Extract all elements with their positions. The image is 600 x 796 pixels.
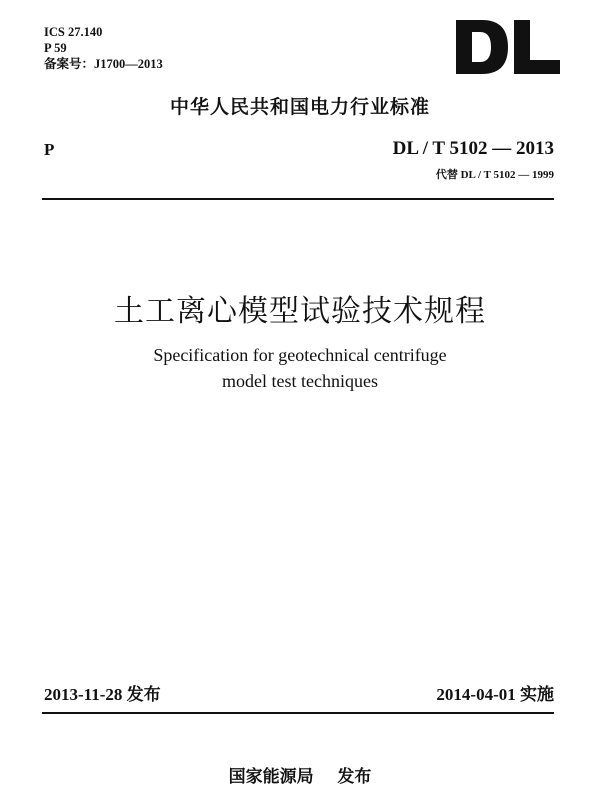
title-en-line-1: Specification for geotechnical centrifuge [153, 345, 447, 365]
record-number: 备案号：J1700—2013 [44, 57, 163, 71]
header-codes [44, 24, 163, 72]
issue-date: 2013-11-28 发布 [44, 685, 161, 704]
standard-number: DL / T 5102 — 2013 [392, 138, 554, 159]
bottom-divider [42, 712, 554, 714]
classification-code: P 59 [44, 41, 67, 55]
category-letter: P [44, 140, 55, 159]
dl-logo [456, 18, 560, 76]
industry-standard-title: 中华人民共和国电力行业标准 [169, 96, 430, 118]
ics-code: ICS 27.140 [44, 25, 103, 39]
document-title-chinese: 土工离心模型试验技术规程 [114, 294, 486, 329]
document-title-english [0, 342, 600, 394]
title-en-line-2: model test techniques [222, 371, 378, 391]
top-divider [42, 198, 554, 200]
publisher: 国家能源局 发布 [228, 767, 372, 787]
replaces-standard: 代替 DL / T 5102 — 1999 [435, 169, 554, 181]
implementation-date: 2014-04-01 实施 [436, 685, 554, 704]
